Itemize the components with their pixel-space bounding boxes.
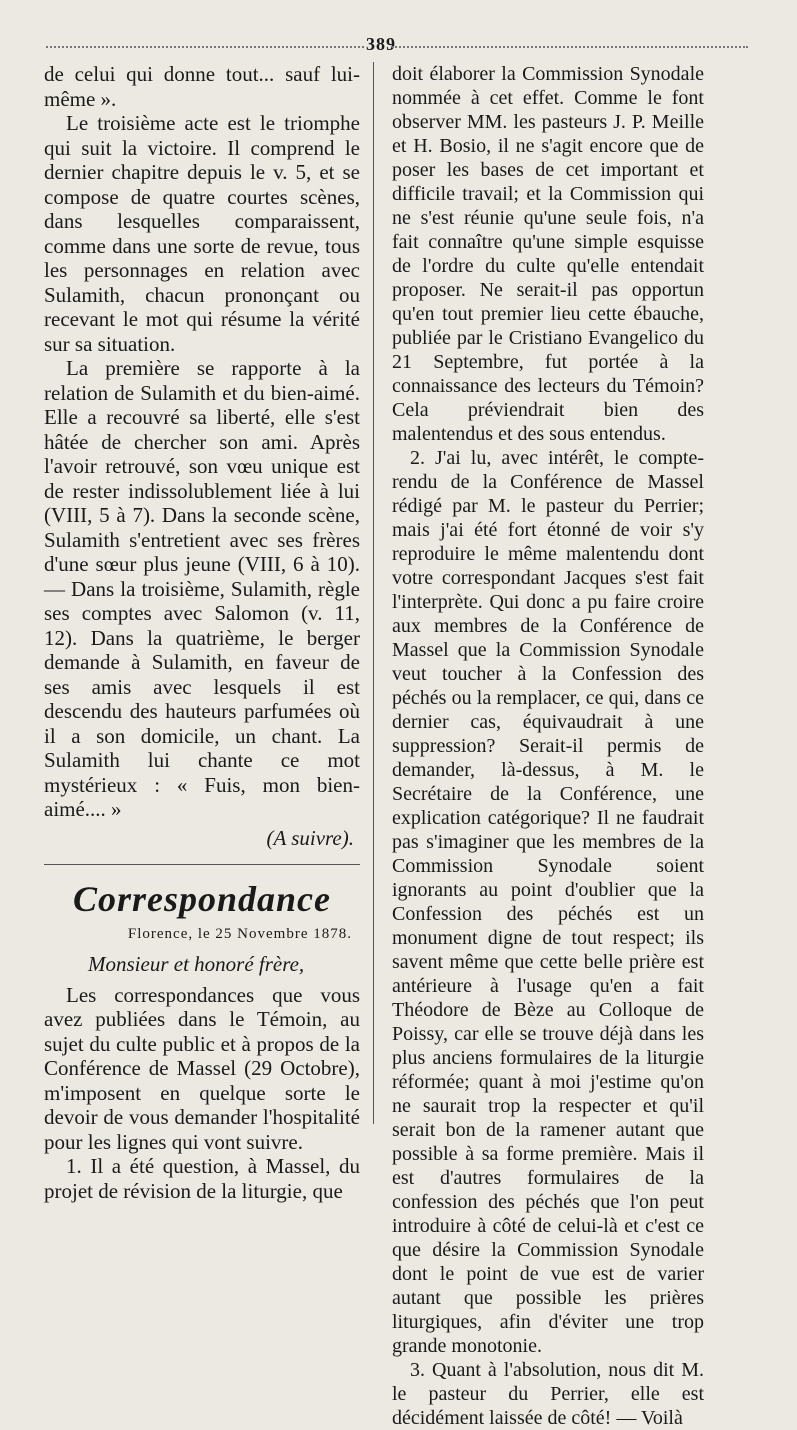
letter-paragraph: 2. J'ai lu, avec intérêt, le compte-rendu de la Conférence de Massel rédigé par M. le pasteur du Perrier; mais j'ai été fort étonné de voir s'y reproduire le même malentendu dont votre correspondant Jacques s'est fait l'interprète. Qui donc a pu faire croire aux membres de la Conférence de Massel que la Commission Synodale veut toucher à la Confession des péchés ou la remplacer, ce qui, dans ce dernier cas, équivaudrait à une suppression? Serait-il permis de demander, là-dessus, à M. le Secrétaire de la Conférence, une explication catégorique? Il ne faudrait pas s'imaginer que les membres de la Commission Synodale soient ignorants au point d'oublier que la Confession des péchés est un monument digne de tout respect; ils savent même que cette belle prière est antérieure à l'usage qu'en a fait Théodore de Bèze au Colloque de Poissy, car elle se trouve déjà dans les plus anciens formulaires de la liturgie réformée; quant à moi j'estime qu'on ne saurait trop la respecter et qu'il serait bon de la ramener autant que possible à sa forme première. Mais il est d'autres formulaires de la confession des péchés que l'on peut introduire à côté de celui-là et c'est ce que désire la Commission Synodale dont le point de vue est de varier autant que possible les prières liturgiques, afin d'éviter une trop grande monotonie. [392, 447, 704, 1357]
article-paragraph: La première se rapporte à la relation de Sulamith et du bien-aimé. Elle a recouvré sa liberté, elle s'est hâtée de chercher son ami. Après l'avoir retrouvé, son vœu unique est de rester indissolublement liée à lui (VIII, 5 à 7). Dans la seconde scène, Sulamith s'entretient avec ses frères d'une sœur plus jeune (VIII, 6 à 10). — Dans la troisième, Sulamith, règle ses comptes avec Salomon (v. 11, 12). Dans la quatrième, le berger demande à Sulamith, en faveur de ses amis avec lesquels il est descendu des hauteurs parfumées où il a son domicile, un chant. La Sulamith lui chante ce mot mystérieux : « Fuis, mon bien-aimé.... » [44, 356, 360, 821]
letter-paragraph: 3. Quant à l'absolution, nous dit M. le pasteur du Perrier, elle est décidément laissée de côté! — Voilà [392, 1359, 704, 1429]
left-column [44, 62, 360, 1203]
continuation-text: de celui qui donne tout... sauf lui-même ». [44, 62, 360, 111]
column-divider [373, 62, 374, 1124]
page-number: 389 [366, 34, 396, 54]
section-title: Correspondance [72, 879, 332, 919]
letter-dateline: Florence, le 25 Novembre 1878. [127, 925, 352, 942]
letter-paragraph: 1. Il a été question, à Massel, du projet de révision de la liturgie, que [44, 1154, 360, 1203]
section-divider [44, 864, 360, 865]
letter-paragraph: Les correspondances que vous avez publiées dans le Témoin, au sujet du culte public et à propos de la Conférence de Massel (29 Octobre), m'imposent en quelque sorte le devoir de vous demander l'hospitalité pour les lignes qui vont suivre. [44, 982, 360, 1154]
letter-paragraph: doit élaborer la Commission Synodale nommée à cet effet. Comme le font observer MM. les pasteurs J. P. Meille et H. Bosio, il ne s'agit encore que de poser les bases de cet important et difficile travail; et la Commission qui ne s'est réunie qu'une seule fois, n'a fait connaître qu'une simple esquisse de l'ordre du culte qu'elle entendait proposer. Ne serait-il pas opportun qu'en tout premier lieu cette ébauche, publiée par le Cristiano Evangelico du 21 Septembre, fut portée à la connaissance des lecteurs du Témoin? Cela préviendrait bien des malentendus et des sous entendus. [392, 63, 704, 445]
right-column [392, 62, 704, 1430]
letter-salutation: Monsieur et honoré frère, [88, 952, 305, 976]
to-be-continued: (A suivre). [266, 825, 354, 850]
article-paragraph: Le troisième acte est le triomphe qui suit la victoire. Il comprend le dernier chapitre depuis le v. 5, et se compose de quatre courtes scènes, dans lesquelles comparaissent, comme dans une sorte de revue, tous les personnages en relation avec Sulamith, chacun prononçant ou recevant le mot qui résume la vérité sur sa situation. [44, 111, 360, 356]
header-ornament-left [46, 46, 364, 48]
header-ornament-right [392, 46, 748, 48]
